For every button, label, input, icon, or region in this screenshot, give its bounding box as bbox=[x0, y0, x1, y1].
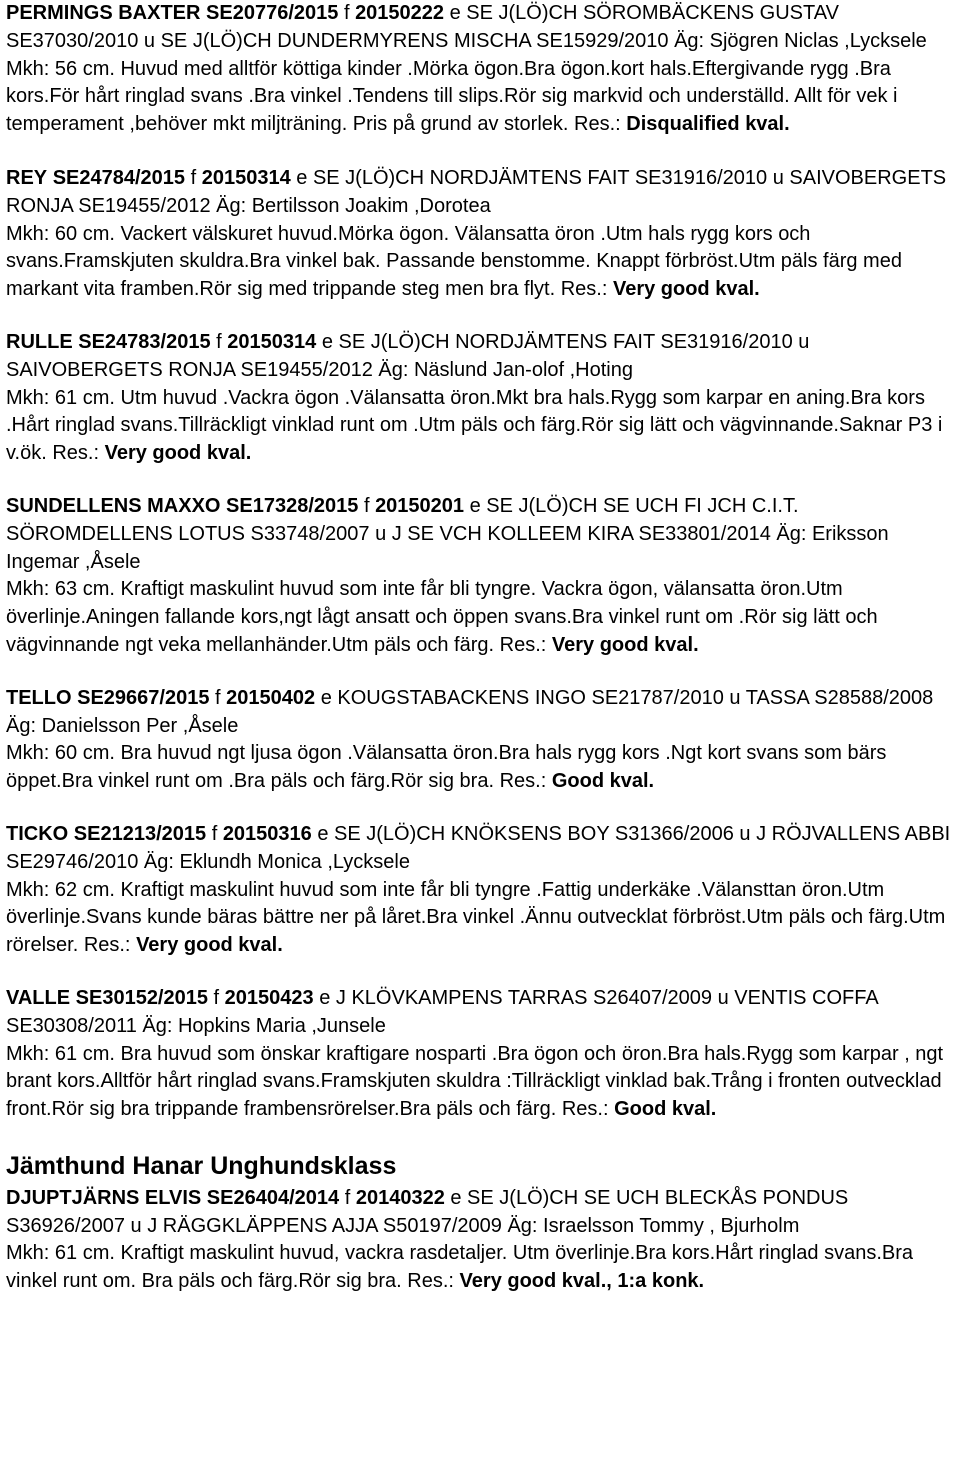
result-label: Res.: bbox=[499, 633, 547, 656]
dog-registration: SE24784/2015 bbox=[52, 166, 186, 189]
dog-parents-owner: e KOUGSTABACKENS INGO SE21787/2010 u TASSA S28588/2008 Äg: Danielsson Per ,Åsele bbox=[6, 686, 934, 737]
dog-result: Very good kval. bbox=[612, 278, 760, 301]
dog-entry-rey bbox=[6, 165, 954, 304]
dog-registration: SE17328/2015 bbox=[226, 494, 359, 517]
dog-parents-owner: e SE J(LÖ)CH KNÖKSENS BOY S31366/2006 u J RÖJVALLENS ABBI SE29746/2010 Äg: Eklundh Monica ,Lycksele bbox=[6, 822, 951, 873]
result-label: Res.: bbox=[499, 770, 547, 793]
result-label: Res.: bbox=[561, 1098, 609, 1121]
dog-birth-date: 20150423 bbox=[224, 986, 314, 1009]
dog-entry-valle bbox=[6, 985, 954, 1124]
dog-birth-date: 20150316 bbox=[222, 822, 312, 845]
dog-registration: SE21213/2015 bbox=[73, 822, 207, 845]
dog-parents-owner: e J KLÖVKAMPENS TARRAS S26407/2009 u VENTIS COFFA SE30308/2011 Äg: Hopkins Maria ,Junsele bbox=[6, 986, 878, 1037]
dog-result: Good kval. bbox=[551, 770, 655, 793]
dog-registration: SE24783/2015 bbox=[78, 330, 211, 353]
dog-registration: SE29667/2015 bbox=[77, 686, 210, 709]
dog-name: RULLE bbox=[6, 330, 73, 353]
dog-result: Very good kval., 1:a konk. bbox=[459, 1270, 705, 1293]
dog-parents-owner: e SE J(LÖ)CH NORDJÄMTENS FAIT SE31916/2010 u SAIVOBERGETS RONJA SE19455/2012 Äg: Bertilsson Joakim ,Dorotea bbox=[6, 166, 947, 217]
dog-sex: f bbox=[213, 986, 220, 1009]
result-label: Res.: bbox=[83, 934, 131, 957]
dog-critique: Mkh: 61 cm. Utm huvud .Vackra ögon .Välansatta öron.Mkt bra hals.Rygg som karpar en aning.Bra kors .Hårt ringlad svans.Tillräckligt vinklad runt om .Utm päls och färg.Rör sig lätt och vägvinnande.Saknar P3 i v.ök. bbox=[6, 386, 943, 465]
dog-name: PERMINGS BAXTER bbox=[6, 2, 201, 24]
dog-entry-tello bbox=[6, 685, 954, 796]
dog-registration: SE26404/2014 bbox=[206, 1186, 340, 1209]
dog-parents-owner: e SE J(LÖ)CH NORDJÄMTENS FAIT SE31916/2010 u SAIVOBERGETS RONJA SE19455/2012 Äg: Näslund Jan-olof ,Hoting bbox=[6, 330, 810, 381]
dog-entry-sundellens-maxxo bbox=[6, 493, 954, 660]
dog-result: Very good kval. bbox=[136, 934, 283, 957]
result-label: Res.: bbox=[407, 1270, 454, 1293]
dog-entry-ticko bbox=[6, 821, 954, 960]
dog-birth-date: 20150402 bbox=[226, 686, 316, 709]
dog-sex: f bbox=[343, 2, 350, 24]
dog-entry-permings-baxter bbox=[6, 0, 954, 139]
dog-sex: f bbox=[211, 822, 218, 845]
dog-critique: Mkh: 60 cm. Bra huvud ngt ljusa ögon .Välansatta öron.Bra hals rygg kors .Ngt kort svans som bärs öppet.Bra vinkel runt om .Bra päls och färg.Rör sig bra. bbox=[6, 742, 887, 793]
dog-sex: f bbox=[363, 494, 370, 517]
result-label: Res.: bbox=[52, 442, 100, 465]
dog-critique: Mkh: 62 cm. Kraftigt maskulint huvud som inte får bli tyngre .Fattig underkäke .Välansttan öron.Utm överlinje.Svans kunde bäras bättre ner på låret.Bra vinkel .Ännu outvecklat förbröst.Utm päls och färg.Utm rörelser. bbox=[6, 878, 946, 957]
dog-critique: Mkh: 61 cm. Kraftigt maskulint huvud, vackra rasdetaljer. Utm överlinje.Bra kors.Hårt ringlad svans.Bra vinkel runt om. Bra päls och färg.Rör sig bra. bbox=[6, 1242, 914, 1293]
dog-result: Disqualified kval. bbox=[626, 113, 790, 136]
dog-entry-rulle bbox=[6, 329, 954, 468]
dog-sex: f bbox=[215, 686, 221, 709]
dog-sex: f bbox=[190, 166, 197, 189]
dog-registration: SE20776/2015 bbox=[206, 2, 339, 24]
dog-name: VALLE bbox=[6, 986, 71, 1009]
dog-parents-owner: e SE J(LÖ)CH SÖROMBÄCKENS GUSTAV SE37030/2010 u SE J(LÖ)CH DUNDERMYRENS MISCHA SE15929/2010 Äg: Sjögren Niclas ,Lycksele bbox=[6, 2, 927, 52]
dog-birth-date: 20150201 bbox=[375, 494, 465, 517]
dog-entry-djuptjarns-elvis bbox=[6, 1185, 954, 1296]
dog-name: TICKO bbox=[6, 822, 69, 845]
result-label: Res.: bbox=[574, 113, 621, 136]
dog-name: DJUPTJÄRNS ELVIS bbox=[6, 1186, 202, 1209]
dog-result: Good kval. bbox=[614, 1098, 717, 1121]
dog-critique: Mkh: 56 cm. Huvud med alltför köttiga kinder .Mörka ögon.Bra ögon.kort hals.Eftergivande rygg .Bra kors.För hårt ringlad svans .Bra vinkel .Tendens till slips.Rör sig markvid och underställd. Allt för vek i temperament ,behöver mkt miljträning. Pris på grund av storlek. bbox=[6, 57, 898, 136]
dog-critique: Mkh: 60 cm. Vackert välskuret huvud.Mörka ögon. Välansatta öron .Utm hals rygg kors och svans.Framskjuten skuldra.Bra vinkel bak. Passande benstomme. Knappt förbröst.Utm päls färg med markant vita framben.Rör sig med trippande steg men bra flyt. bbox=[6, 222, 902, 301]
dog-parents-owner: e SE J(LÖ)CH SE UCH FI JCH C.I.T. SÖROMDELLENS LOTUS S33748/2007 u J SE VCH KOLLEEM KIRA SE33801/2014 Äg: Eriksson Ingemar ,Åsele bbox=[6, 494, 889, 573]
dog-result: Very good kval. bbox=[104, 442, 252, 465]
section-title: Jämthund Hanar Unghundsklass bbox=[6, 1151, 397, 1180]
dog-name: SUNDELLENS MAXXO bbox=[6, 494, 221, 517]
dog-birth-date: 20150314 bbox=[201, 166, 291, 189]
dog-name: REY bbox=[6, 166, 48, 189]
dog-sex: f bbox=[216, 330, 222, 353]
dog-critique: Mkh: 61 cm. Bra huvud som önskar kraftigare nosparti .Bra ögon och öron.Bra hals.Rygg som karpar , ngt brant kors.Alltför hårt ringlad svans.Framskjuten skuldra :Tillräckligt vinklad bak.Trång i fronten outvecklad front.Rör sig bra trippande frambensrörelser.Bra päls och färg. bbox=[6, 1042, 944, 1121]
dog-sex: f bbox=[344, 1186, 351, 1209]
dog-birth-date: 20140322 bbox=[355, 1186, 445, 1209]
dog-birth-date: 20150222 bbox=[355, 2, 445, 24]
dog-critique: Mkh: 63 cm. Kraftigt maskulint huvud som inte får bli tyngre. Vackra ögon, välansatta öron.Utm överlinje.Aningen fallande kors,ngt lågt ansatt och öppen svans.Bra vinkel runt om .Rör sig lätt och vägvinnande ngt veka mellanhänder.Utm päls och färg. bbox=[6, 578, 878, 656]
result-label: Res.: bbox=[560, 278, 608, 301]
dog-parents-owner: e SE J(LÖ)CH SE UCH BLECKÅS PONDUS S36926/2007 u J RÄGGKLÄPPENS AJJA S50197/2009 Äg: Israelsson Tommy , Bjurholm bbox=[6, 1186, 849, 1237]
dog-registration: SE30152/2015 bbox=[75, 986, 208, 1009]
dog-result: Very good kval. bbox=[551, 633, 699, 656]
dog-name: TELLO bbox=[6, 686, 72, 709]
dog-birth-date: 20150314 bbox=[227, 330, 317, 353]
